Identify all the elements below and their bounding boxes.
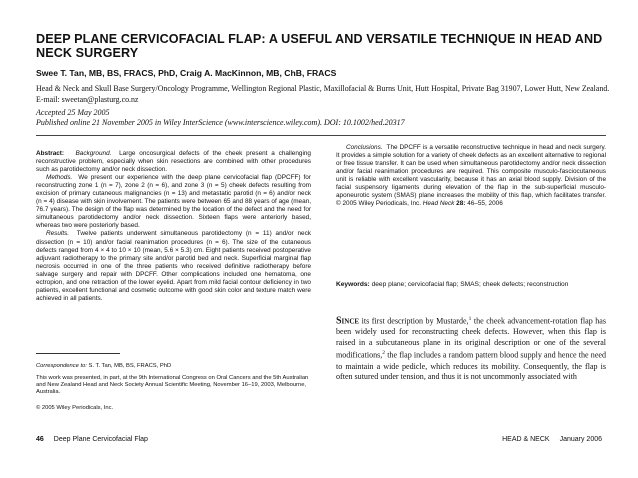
reference-2[interactable]: 2 (382, 350, 386, 357)
abstract-background (36, 150, 311, 174)
presentation-note (36, 375, 311, 396)
conclusions-text: The DPCFF is a versatile reconstructive technique in head and neck surgery. It provides a simple solution for a variety of cheek defects as an excellent alternative to regional or free tissue transfer. It can be used when simultaneous parotidectomy and/or neck dissection and/or facial reanimation procedures are required. This composite musculo-fasciocutaneous unit is reliable with excellent vascularity, because it has an axial blood supply. Division of the facial suspensory ligaments during elevation of the flap in the sub-superficial musculo-aponeurotic system (SMAS) plane increases the mobility of this flap, which facilitates transfer. © 2005 Wiley Periodicals, Inc. (336, 144, 606, 208)
footer-right (502, 436, 602, 443)
conclusions-heading: Conclusions. (346, 144, 383, 151)
body-text-part-2: the cheek advancement-rotation flap has been widely used for reconstructing cheek defects. However, when this flap is raised in a subcutaneous plane in its original description or one of the several modifications, (336, 316, 606, 361)
accepted-date: Accepted 25 May 2005 (36, 108, 110, 117)
abstract-results (36, 230, 311, 302)
copyright-text: © 2005 Wiley Periodicals, Inc. (36, 405, 114, 411)
methods-text: We present our experience with the deep plane cervicofacial flap (DPCFF) for reconstructing zone 1 (n = 7), zone 2 (n = 6), and zone 3 (n = 5) cheek defects resulting from excision of primary cutaneous malignancies (n = 13) and metastatic parotid (n = 6) and/or neck (n = 4) disease with skin involvement. The patients were between 65 and 88 years of age (mean, 76.7 years). The design of the flap was determined by the location of the defect and the need for simultaneous parotidectomy and/or neck dissection. Sixteen flaps were anteriorly based, whereas two were posteriorly based. (36, 174, 311, 230)
correspondence-label: Correspondence to: (36, 363, 87, 369)
abstract-right-column (336, 144, 606, 208)
article-title: DEEP PLANE CERVICOFACIAL FLAP: A USEFUL AND VERSATILE TECHNIQUE IN HEAD AND NECK SURGERY (36, 32, 603, 60)
keywords (336, 281, 606, 289)
citation-pages: 46–55, 2006 (467, 200, 503, 208)
copyright-note (36, 405, 311, 412)
abstract-left-column (36, 150, 311, 303)
reference-1[interactable]: 1 (468, 316, 472, 322)
body-text-part-3: the flap includes a random pattern blood supply and hence the need to maintain a wide pedicle, which reduces its mobility. Consequently, the flap is often sutured under tension, and thus it is not uncommonly associated with (336, 351, 606, 382)
methods-heading: Methods. (46, 174, 73, 182)
publication-dates (36, 108, 405, 129)
citation-journal: Head Neck (422, 200, 455, 208)
article-authors: Swee T. Tan, MB, BS, FRACS, PhD, Craig A. MacKinnon, MB, ChB, FRACS (36, 68, 337, 78)
presentation-text: This work was presented, in part, at the 9th International Congress on Oral Cancers and the 5th Australian and New Zealand Head and Neck Society Annual Scientific Meeting, November 16–19, 2003, Melbourne, Australia. (36, 375, 309, 396)
correspondence-text: S. T. Tan, MB, BS, FRACS, PhD (88, 363, 172, 369)
footnote-divider (36, 353, 120, 354)
citation-volume: 28: (456, 200, 466, 208)
running-title: Deep Plane Cervicofacial Flap (53, 436, 148, 443)
footer-left (36, 436, 148, 443)
abstract-conclusions (336, 144, 606, 208)
keywords-text: deep plane; cervicofacial flap; SMAS; cheek defects; reconstruction (371, 281, 569, 288)
background-text: Large oncosurgical defects of the cheek present a challenging reconstructive problem, especially when skin resections are combined with other procedures such as parotidectomy and/or neck dissection. (36, 150, 311, 174)
abstract-label: Abstract: (36, 150, 65, 157)
published-online: Published online 21 November 2005 in Wiley InterScience (www.interscience.wiley.com). DOI: 10.1002/hed.20317 (36, 118, 405, 128)
body-paragraph (336, 314, 606, 383)
author-affiliation: Head & Neck and Skull Base Surgery/Oncology Programme, Wellington Regional Plastic, Maxillofacial & Burns Unit, Hutt Hospital, Private Bag 31907, Lower Hutt, New Zealand. E-mail: sweetan@plasturg.co.nz (36, 84, 610, 104)
body-dropcap-word: Since (336, 315, 360, 327)
journal-name: HEAD & NECK (502, 436, 550, 443)
results-text: Twelve patients underwent simultaneous parotidectomy (n = 11) and/or neck dissection (n = 10) and/or facial reanimation procedures (n = 6). The size of the cutaneous defects ranged from 4 × 4 to 10 × 10 (mean, 5.6 × 5.3) cm. Eight patients received postoperative adjuvant radiotherapy to the primary site and/or parotid bed and neck. Superficial marginal flap necrosis occurred in one of the three patients who received definitive radiotherapy before salvage surgery and repair with DPCFF. Other complications included one hematoma, one ectropion, and one retraction of the lower eyelid. Apart from mild facial contour deficiency in two patients, excellent functional and cosmetic outcome with good skin color and texture match were achieved in all patients. (36, 230, 311, 302)
header-divider (36, 135, 606, 136)
correspondence-note (36, 363, 311, 370)
page-number: 46 (36, 436, 44, 443)
background-heading: Background. (75, 150, 112, 157)
results-heading: Results. (46, 230, 70, 238)
keywords-label: Keywords: (336, 281, 370, 288)
body-text-part-1: its first description by Mustarde, (359, 316, 469, 326)
issue-date: January 2006 (559, 436, 602, 443)
abstract-methods (36, 174, 311, 230)
